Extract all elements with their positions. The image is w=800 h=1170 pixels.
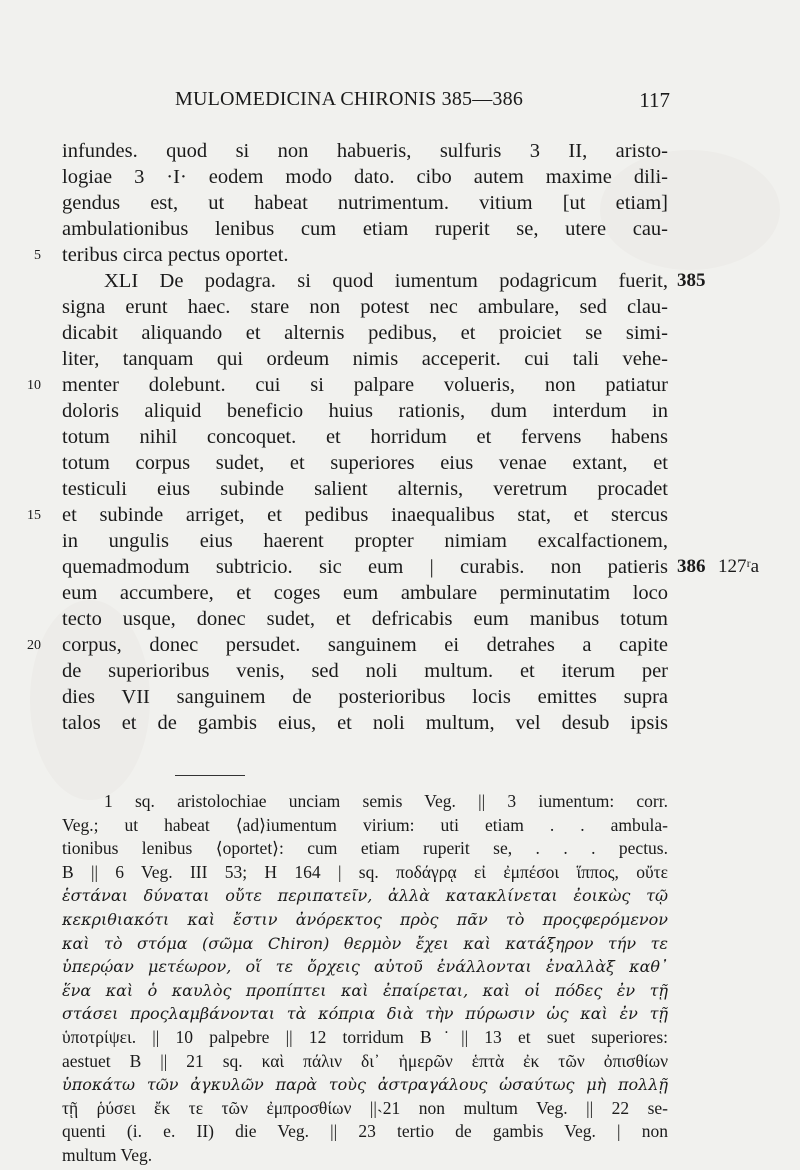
- line-text: quemadmodum subtricio. sic eum | curabis. non patieris: [62, 556, 668, 578]
- apparatus-text: ὑποκάτω τῶν ἀγκυλῶν παρὰ τοὺς ἀστραγάλους ὡσαύτως μὴ πολλῇ: [62, 1075, 668, 1095]
- text-line: [0, 528, 800, 554]
- apparatus-line: [0, 955, 800, 979]
- footnote-rule: [175, 775, 245, 776]
- apparatus-text: ἑστάναι δύναται οὔτε περιπατεῖν, ἀλλὰ κατακλίνεται ἐοικὼς τῷ: [62, 886, 668, 906]
- apparatus-text: ὑποτρίψει. || 10 palpebre || 12 torridum B˙|| 13 et suet superiores:: [62, 1026, 668, 1047]
- apparatus-text: ὑπερῴαν μετέωρον, οἵ τε ὄρχεις αὐτοῦ ἐνάλλονται ἐναλλὰξ καθ᾽: [62, 957, 668, 977]
- apparatus-line: [0, 979, 800, 1003]
- text-line: [0, 580, 800, 606]
- text-line: [0, 164, 800, 190]
- text-line: [0, 216, 800, 242]
- apparatus-text: quenti (i. e. II) die Veg. || 23 tertio de gambis Veg. | non: [62, 1121, 668, 1142]
- line-text: dicabit aliquando et alternis pedibus, et proiciet se simi-: [62, 322, 668, 344]
- text-line: [0, 684, 800, 710]
- text-line: [0, 658, 800, 684]
- apparatus-line: [0, 908, 800, 932]
- apparatus-line: [0, 932, 800, 956]
- text-line: [0, 268, 800, 294]
- line-text: doloris aliquid beneficio huius rationis, dum interdum in: [62, 400, 668, 422]
- text-line: [0, 190, 800, 216]
- apparatus-line: [0, 1026, 800, 1050]
- line-text: totum nihil concoquet. et horridum et fervens habens: [62, 426, 668, 448]
- line-number: 15: [27, 508, 41, 523]
- apparatus-line: [0, 837, 800, 861]
- apparatus-line: [0, 1002, 800, 1026]
- text-line: [0, 450, 800, 476]
- apparatus-line: [0, 790, 800, 814]
- apparatus-text: aestuet B || 21 sq. καὶ πάλιν δι᾽ ἡμερῶν ἑπτὰ ἐκ τῶν ὀπισθίων: [62, 1050, 668, 1071]
- text-line: [0, 398, 800, 424]
- text-line: [0, 320, 800, 346]
- line-text: in ungulis eius haerent propter nimiam excalfactionem,: [62, 530, 668, 552]
- text-line: [0, 606, 800, 632]
- running-head: MULOMEDICINA CHIRONIS 385—386: [175, 88, 524, 110]
- apparatus-text: Veg.; ut habeat ⟨ad⟩iumentum virium: uti etiam . . ambula-: [62, 814, 668, 835]
- line-number: 5: [34, 248, 41, 263]
- text-line: [0, 346, 800, 372]
- apparatus-text: στάσει προςλαμβάνονται τὰ κόπρια διὰ τὴν πύρωσιν ὡς καὶ ἐν τῇ: [62, 1004, 668, 1024]
- page-header: [175, 88, 670, 118]
- apparatus-line: [0, 1073, 800, 1097]
- text-line: [0, 476, 800, 502]
- text-line: [0, 710, 800, 736]
- line-number: 20: [27, 638, 41, 653]
- text-line: [0, 138, 800, 164]
- apparatus-line: [0, 1050, 800, 1074]
- line-text: testiculi eius subinde salient alternis, veretrum procadet: [62, 478, 668, 500]
- main-text: [0, 138, 800, 736]
- margin-section-number: 386: [677, 556, 706, 577]
- text-line: [0, 294, 800, 320]
- line-text: et subinde arriget, et pedibus inaequalibus stat, et stercus: [62, 504, 668, 526]
- line-text: logiae 3 ·I· eodem modo dato. cibo autem maxime dili-: [62, 166, 668, 188]
- line-text: liter, tanquam qui ordeum nimis acceperit. cui tali vehe-: [62, 348, 668, 370]
- apparatus-line: [0, 1097, 800, 1121]
- text-line: [0, 372, 800, 398]
- line-text: menter dolebunt. cui si palpare volueris, non patiatur: [62, 374, 668, 396]
- line-text: totum corpus sudet, et superiores eius venae extant, et: [62, 452, 668, 474]
- critical-apparatus: [0, 790, 800, 1168]
- apparatus-line: [0, 1144, 800, 1168]
- line-text: teribus circa pectus oportet.: [62, 244, 289, 266]
- line-text: infundes. quod si non habueris, sulfuris 3 II, aristo-: [62, 140, 668, 162]
- text-line: [0, 632, 800, 658]
- line-text: gendus est, ut habeat nutrimentum. vitium [ut etiam]: [62, 192, 668, 214]
- apparatus-text: τῇ ῥύσει ἔκ τε τῶν ἐμπροσθίων ||˴21 non multum Veg. || 22 se-: [62, 1097, 668, 1118]
- line-text: eum accumbere, et coges eum ambulare perminutatim loco: [62, 582, 668, 604]
- line-text: de superioribus venis, sed noli multum. et iterum per: [62, 660, 668, 682]
- apparatus-line: [0, 814, 800, 838]
- line-text: ambulationibus lenibus cum etiam ruperit se, utere cau-: [62, 218, 668, 240]
- text-line: [0, 424, 800, 450]
- page-number: 117: [639, 88, 670, 112]
- margin-folio-reference: 127ʳa: [718, 556, 760, 577]
- line-text: signa erunt haec. stare non potest nec ambulare, sed clau-: [62, 296, 668, 318]
- line-number: 10: [27, 378, 41, 393]
- line-text: tecto usque, donec sudet, et defricabis eum manibus totum: [62, 608, 668, 630]
- text-line: [0, 242, 800, 268]
- text-line: [0, 502, 800, 528]
- apparatus-line: [0, 884, 800, 908]
- text-line: [0, 554, 800, 580]
- line-text: corpus, donec persudet. sanguinem ei detrahes a capite: [62, 634, 668, 656]
- apparatus-line: [0, 861, 800, 885]
- apparatus-text: B || 6 Veg. III 53; H 164 | sq. ποδάγρᾳ εἰ ἐμπέσοι ἵππος, οὔτε: [62, 861, 668, 882]
- apparatus-text: ἕνα καὶ ὁ καυλὸς προπίπτει καὶ ἐπαίρεται, καὶ οἱ πόδες ἐν τῇ: [62, 980, 668, 1000]
- apparatus-line: [0, 1120, 800, 1144]
- apparatus-text: multum Veg.: [62, 1144, 153, 1165]
- apparatus-text: 1 sq. aristolochiae unciam semis Veg. || 3 iumentum: corr.: [104, 791, 668, 811]
- apparatus-text: καὶ τὸ στόμα (σῶμα Chiron) θερμὸν ἔχει καὶ κατάξηρον τήν τε: [62, 933, 668, 953]
- margin-section-number: 385: [677, 270, 706, 291]
- apparatus-text: tionibus lenibus ⟨oportet⟩: cum etiam ruperit se, . . . pectus.: [62, 838, 668, 859]
- line-text: XLI De podagra. si quod iumentum podagricum fuerit,: [104, 270, 668, 292]
- line-text: dies VII sanguinem de posterioribus locis emittes supra: [62, 686, 668, 708]
- line-text: talos et de gambis eius, et noli multum, vel desub ipsis: [62, 712, 668, 734]
- apparatus-text: κεκριθιακότι καὶ ἔστιν ἀνόρεκτος πρὸς πᾶν τὸ προςφερόμενον: [62, 909, 668, 929]
